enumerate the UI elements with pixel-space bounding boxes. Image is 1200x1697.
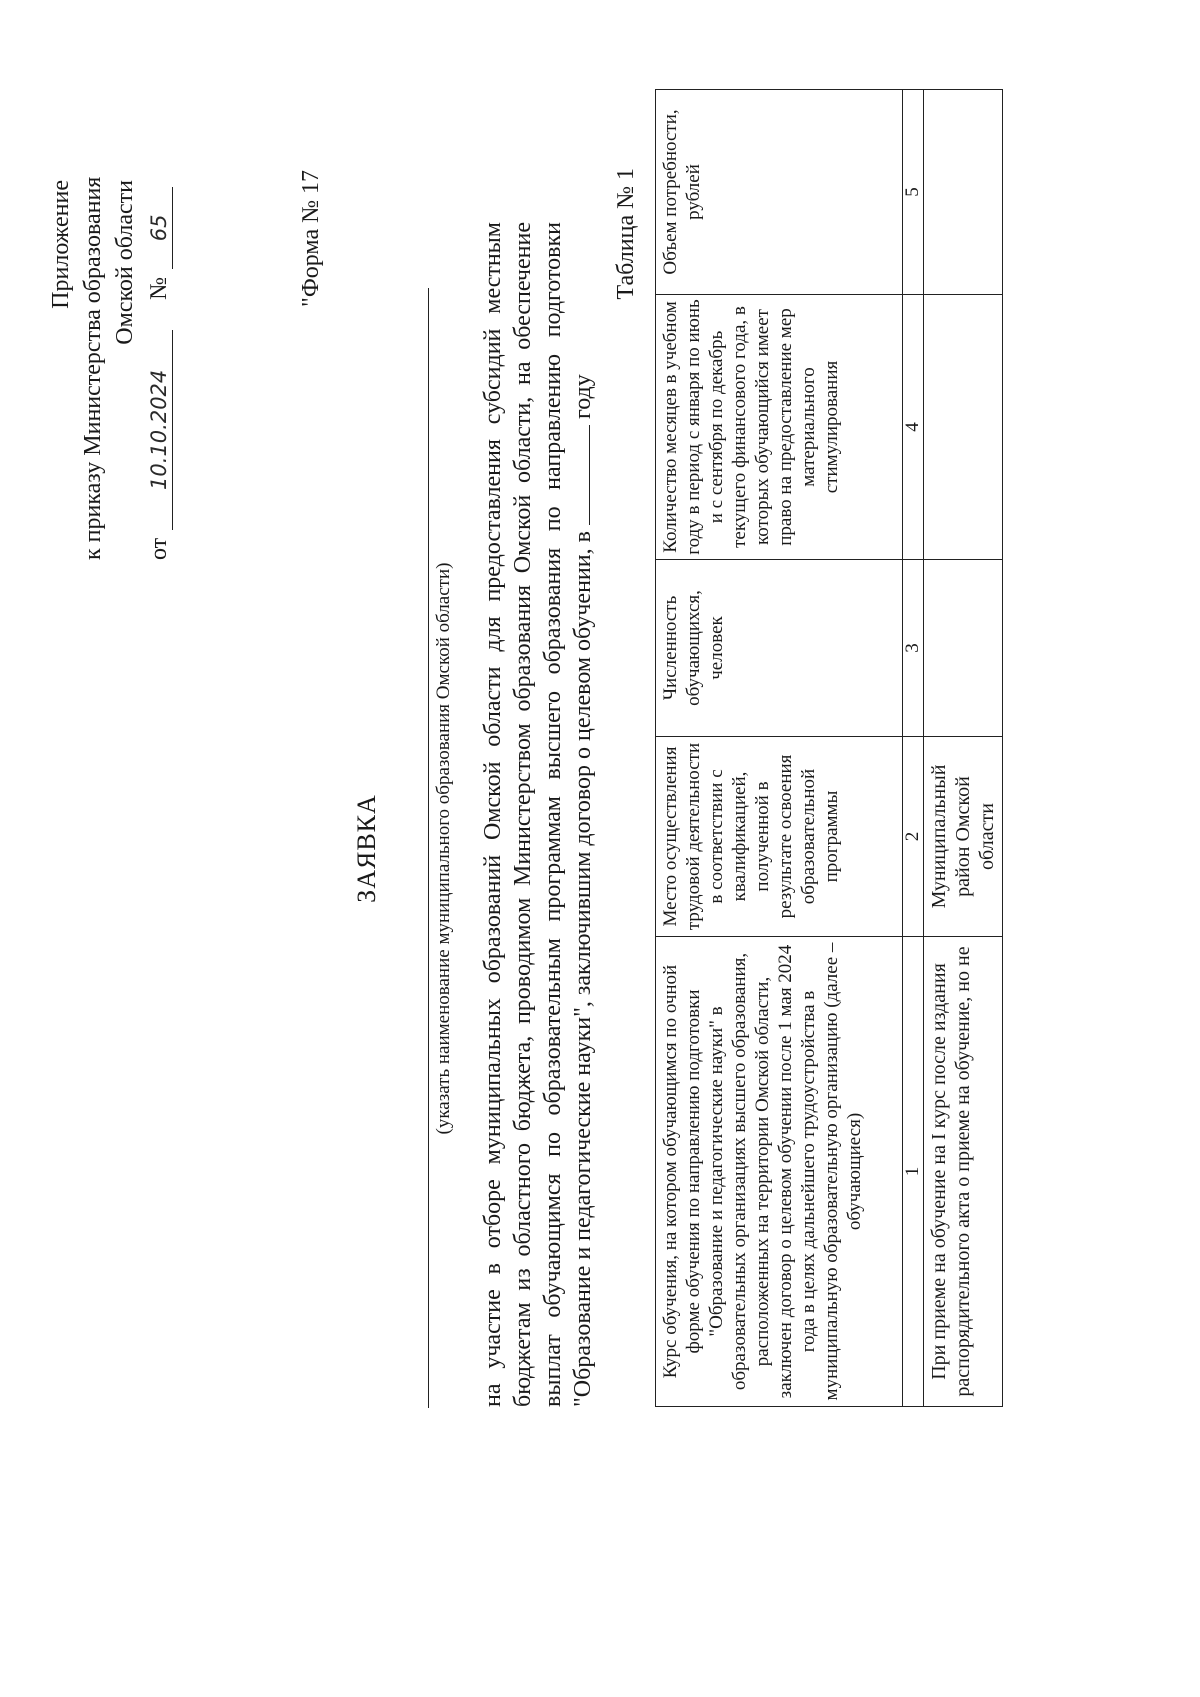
intro-suffix: году (570, 374, 596, 420)
header-student-count: Численность обучающихся, человек (656, 560, 903, 737)
column-number: 3 (903, 560, 924, 737)
row1-workplace: Муниципальный район Омской области (924, 737, 1003, 937)
column-number: 2 (903, 737, 924, 937)
table-header-row (656, 90, 903, 1407)
header-amount: Объем потребности, рублей (656, 90, 903, 295)
order-number: 65 (146, 187, 173, 269)
column-number: 5 (903, 90, 924, 295)
row1-course: При приеме на обучение на I курс после издания распорядительного акта о приеме на обучение, но не (924, 937, 1003, 1407)
row1-student-count (924, 560, 1003, 737)
header-course: Курс обучения, на котором обучающимся по очной форме обучения по направлению подготовки "Образование и педагогические науки" в образовательных организациях высшего образования, расположенных на территории Омской области, заключен договор о целевом обучении после 1 мая 2024 года в целях дальнейшего трудоустройства в муниципальную образовательную организацию (далее – обучающиеся) (656, 937, 903, 1407)
intro-text: на участие в отборе муниципальных образований Омской области для предоставления субсидий местным бюджетам из областного бюджета, проводимом Министерством образования Омской области, на обеспечение выплат обучающимся по образовательным программам высшего образования по направлению подготовки "Образование и педагогические науки", заключившим договор о целевом обучении, в (480, 222, 596, 1407)
year-blank (569, 425, 590, 525)
header-workplace: Место осуществления трудовой деятельности в соответствии с квалификацией, полученной в результате освоения образовательной программы (656, 737, 903, 937)
date-prefix: от (146, 537, 172, 560)
intro-paragraph (478, 222, 598, 1407)
requirements-table (655, 89, 1003, 1407)
form-number-label: "Форма № 17 (298, 170, 324, 307)
row1-months (924, 295, 1003, 560)
order-date-number (143, 180, 175, 560)
column-number: 4 (903, 295, 924, 560)
column-number: 1 (903, 937, 924, 1407)
number-prefix: № (146, 276, 172, 300)
municipality-field (402, 0, 455, 1697)
order-date: 10.10.2024 (146, 330, 173, 530)
table-label: Таблица № 1 (613, 168, 639, 300)
appendix-line-1: Приложение (48, 180, 74, 309)
row1-amount (924, 90, 1003, 295)
appendix-header (45, 176, 175, 560)
table-number-row (903, 90, 924, 1407)
municipality-blank-line (402, 289, 429, 1409)
table-row (924, 90, 1003, 1407)
appendix-line-3: Омской области (112, 180, 138, 345)
appendix-line-2: к приказу Министерства образования (80, 176, 106, 560)
document-title: ЗАЯВКА (352, 794, 381, 903)
header-months: Количество месяцев в учебном году в период с января по июнь и с сентября по декабрь текущего финансового года, в которых обучающийся имеет право на предоставление мер материального стимулирования (656, 295, 903, 560)
municipality-hint: (указать наименование муниципального образования Омской области) (433, 562, 454, 1135)
